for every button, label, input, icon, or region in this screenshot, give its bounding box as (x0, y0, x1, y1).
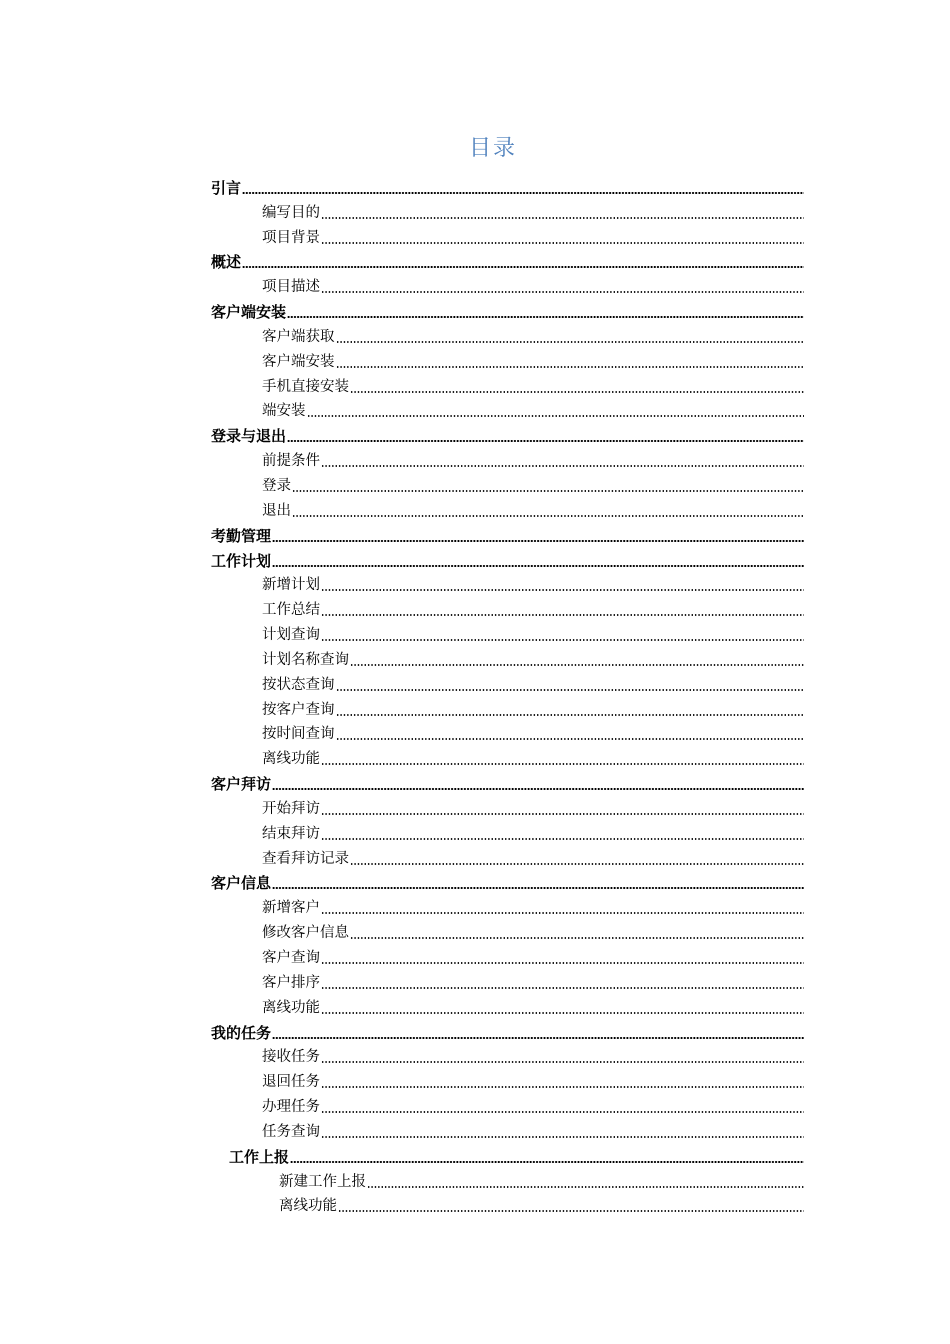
toc-entry-label: 离线功能 (262, 999, 320, 1016)
toc-entry-label: 登录 (262, 477, 291, 494)
toc-dot-leader (272, 886, 804, 890)
toc-entry-label: 办理任务 (262, 1099, 320, 1116)
toc-subheading-entry[interactable] (211, 572, 804, 597)
toc-dot-leader (338, 1209, 804, 1213)
toc-list (211, 174, 804, 1217)
toc-title: 目录 (468, 136, 517, 161)
toc-subheading-entry[interactable] (211, 944, 804, 969)
toc-subheading-entry[interactable] (211, 472, 804, 497)
toc-entry-label: 离线功能 (262, 751, 320, 768)
toc-subheading-entry[interactable] (211, 671, 804, 696)
toc-subheading-entry[interactable] (211, 646, 804, 671)
toc-entry-label: 新增计划 (262, 577, 320, 594)
toc-heading-entry[interactable] (211, 547, 804, 572)
toc-subheading-entry[interactable] (211, 1093, 804, 1118)
toc-entry-label: 编写目的 (262, 204, 320, 221)
toc-subheading-entry[interactable] (211, 199, 804, 224)
toc-dot-leader (321, 290, 804, 294)
toc-dot-leader (321, 961, 804, 965)
toc-entry-label: 客户排序 (262, 974, 320, 991)
toc-dot-leader (350, 862, 804, 866)
toc-dot-leader (321, 588, 804, 592)
toc-entry-label: 新建工作上报 (279, 1173, 366, 1190)
toc-subheading-entry[interactable] (211, 497, 804, 522)
toc-subheading-entry[interactable] (211, 273, 804, 298)
toc-dot-leader (292, 489, 804, 493)
toc-entry-label: 退回任务 (262, 1074, 320, 1091)
toc-entry-label: 新增客户 (262, 900, 320, 917)
toc-subheading-entry[interactable] (211, 621, 804, 646)
toc-dot-leader (321, 613, 804, 617)
toc-heading-entry[interactable] (211, 249, 804, 274)
toc-dot-leader (336, 713, 805, 717)
toc-dot-leader (321, 638, 804, 642)
toc-entry-label: 退出 (262, 502, 291, 519)
toc-heading-entry[interactable] (211, 522, 804, 547)
toc-entry-label: 工作上报 (229, 1147, 290, 1166)
toc-entry-label: 接收任务 (262, 1049, 320, 1066)
toc-entry-label: 按时间查询 (262, 726, 335, 743)
toc-dot-leader (336, 737, 805, 741)
toc-dot-leader (367, 1185, 804, 1189)
toc-entry-label: 开始拜访 (262, 800, 320, 817)
toc-entry-label: 项目描述 (262, 279, 320, 296)
toc-dot-leader (321, 241, 804, 245)
toc-dot-leader (321, 911, 804, 915)
toc-entry-label: 结束拜访 (262, 825, 320, 842)
toc-dot-leader (336, 340, 805, 344)
toc-subheading-entry[interactable] (211, 919, 804, 944)
toc-entry-label: 计划查询 (262, 627, 320, 644)
toc-entry-label: 概述 (211, 253, 242, 272)
toc-entry-label: 客户端安装 (211, 303, 287, 322)
toc-entry-label: 客户端安装 (262, 353, 335, 370)
toc-subheading-entry[interactable] (211, 373, 804, 398)
toc-heading-entry[interactable] (211, 1143, 804, 1168)
toc-entry-label: 工作总结 (262, 602, 320, 619)
toc-entry-label: 客户信息 (211, 874, 272, 893)
toc-dot-leader (272, 539, 804, 543)
toc-dot-leader (350, 936, 804, 940)
toc-dot-leader (321, 1085, 804, 1089)
toc-subheading-entry[interactable] (211, 596, 804, 621)
toc-entry-label: 工作计划 (211, 551, 272, 570)
toc-entry-label: 登录与退出 (211, 427, 287, 446)
toc-subheading-entry[interactable] (211, 224, 804, 249)
toc-subheading-entry[interactable] (211, 447, 804, 472)
toc-dot-leader (290, 1160, 804, 1164)
toc-dot-leader (350, 663, 804, 667)
toc-subheading-entry[interactable] (211, 745, 804, 770)
toc-dot-leader (321, 762, 804, 766)
toc-dot-leader (321, 216, 804, 220)
toc-entry-label: 端安装 (262, 403, 306, 420)
toc-subheading-entry[interactable] (211, 1168, 804, 1193)
toc-subheading-entry[interactable] (211, 820, 804, 845)
toc-dot-leader (321, 812, 804, 816)
toc-heading-entry[interactable] (211, 770, 804, 795)
toc-subheading-entry[interactable] (211, 398, 804, 423)
toc-heading-entry[interactable] (211, 174, 804, 199)
toc-dot-leader (321, 837, 804, 841)
toc-heading-entry[interactable] (211, 298, 804, 323)
toc-dot-leader (307, 414, 805, 418)
toc-heading-entry[interactable] (211, 1019, 804, 1044)
toc-dot-leader (242, 191, 804, 195)
toc-heading-entry[interactable] (211, 422, 804, 447)
toc-entry-label: 客户端获取 (262, 328, 335, 345)
toc-dot-leader (350, 390, 804, 394)
toc-entry-label: 考勤管理 (211, 526, 272, 545)
toc-subheading-entry[interactable] (211, 1068, 804, 1093)
toc-subheading-entry[interactable] (211, 1193, 804, 1218)
toc-subheading-entry[interactable] (211, 994, 804, 1019)
toc-dot-leader (321, 986, 804, 990)
toc-entry-label: 客户查询 (262, 950, 320, 966)
toc-entry-label: 任务查询 (262, 1123, 320, 1140)
toc-entry-label: 我的任务 (211, 1023, 272, 1042)
toc-dot-leader (321, 1060, 804, 1064)
toc-heading-entry[interactable] (211, 870, 804, 895)
toc-entry-label: 修改客户信息 (262, 925, 349, 942)
toc-dot-leader (272, 1036, 804, 1040)
toc-dot-leader (321, 1011, 804, 1015)
toc-entry-label: 计划名称查询 (262, 651, 349, 668)
toc-entry-label: 手机直接安装 (262, 378, 349, 395)
toc-subheading-entry[interactable] (211, 323, 804, 348)
toc-subheading-entry[interactable] (211, 969, 804, 994)
toc-dot-leader (336, 365, 805, 369)
toc-entry-label: 引言 (211, 178, 242, 197)
toc-entry-label: 项目背景 (262, 229, 320, 246)
toc-dot-leader (272, 564, 804, 568)
toc-entry-label: 离线功能 (279, 1198, 337, 1215)
toc-subheading-entry[interactable] (211, 1118, 804, 1143)
toc-dot-leader (321, 1110, 804, 1114)
toc-entry-label: 查看拜访记录 (262, 850, 349, 867)
toc-subheading-entry[interactable] (211, 845, 804, 870)
toc-entry-label: 前提条件 (262, 453, 320, 470)
toc-subheading-entry[interactable] (211, 721, 804, 746)
toc-dot-leader (321, 1135, 804, 1139)
toc-entry-label: 按状态查询 (262, 676, 335, 693)
toc-dot-leader (287, 439, 804, 443)
toc-dot-leader (336, 688, 805, 692)
toc-subheading-entry[interactable] (211, 894, 804, 919)
toc-dot-leader (272, 787, 804, 791)
toc-entry-label: 按客户查询 (262, 701, 335, 718)
toc-dot-leader (242, 265, 804, 269)
toc-dot-leader (287, 315, 804, 319)
toc-dot-leader (321, 464, 804, 468)
toc-subheading-entry[interactable] (211, 1044, 804, 1069)
toc-subheading-entry[interactable] (211, 348, 804, 373)
toc-subheading-entry[interactable] (211, 795, 804, 820)
toc-entry-label: 客户拜访 (211, 775, 272, 794)
toc-dot-leader (292, 514, 804, 518)
toc-subheading-entry[interactable] (211, 696, 804, 721)
